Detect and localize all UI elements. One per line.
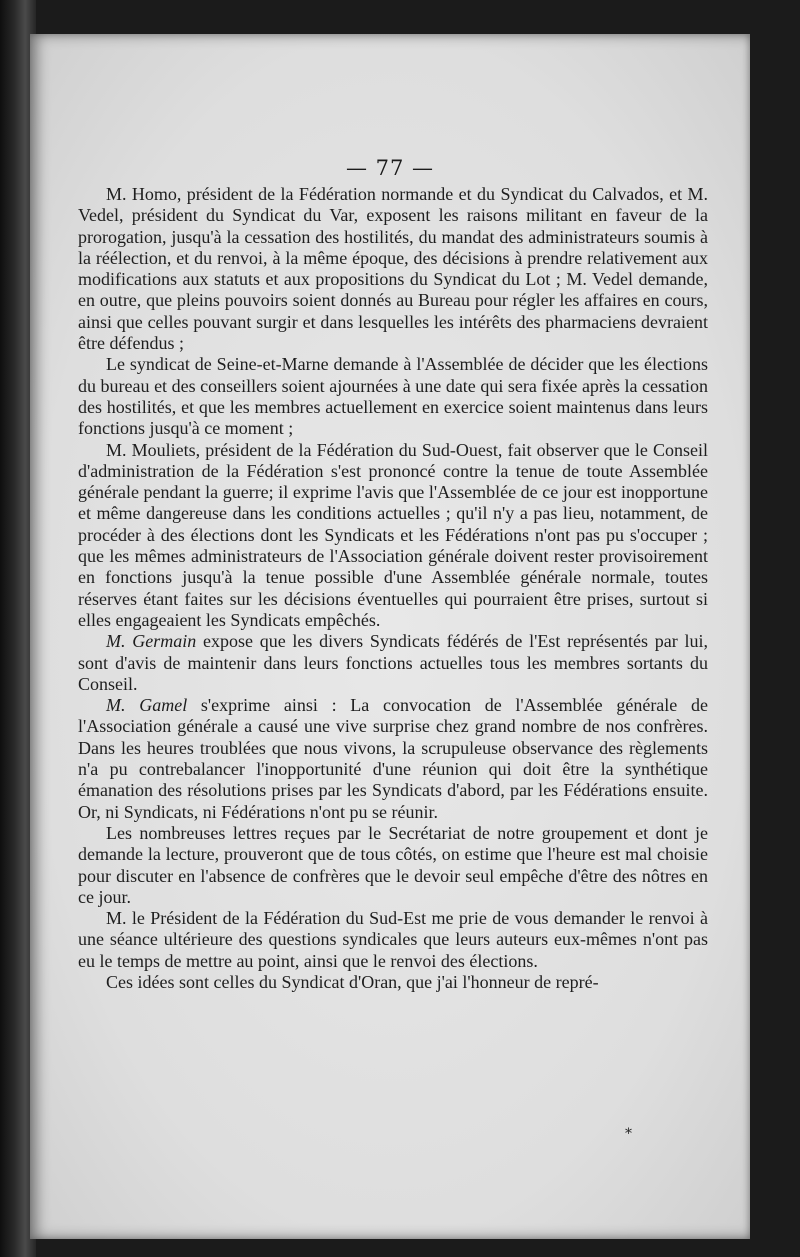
book-page	[30, 34, 750, 1239]
page-body-text	[78, 184, 708, 993]
footer-mark: *	[625, 1126, 632, 1142]
paragraph-sud-est: M. le Président de la Fédération du Sud-Est me prie de vous demander le renvoi à une séance ultérieure des questions syndicales que leurs auteurs eux-mêmes n'ont pas eu le temps de mettre au point, ainsi que le renvoi des élections.	[78, 908, 708, 971]
speaker-name: M. Gamel	[106, 695, 188, 716]
paragraph-mouliets: M. Mouliets, président de la Fédération du Sud-Ouest, fait observer que le Conseil d'administration de la Fédération s'est prononcé contre la tenue de toute Assemblée générale pendant la guerre; il exprime l'avis que l'Assemblée de ce jour est inopportune et même dangereuse dans les conditions actuelles ; qu'il n'y a pas lieu, notamment, de procéder à des élections dont les Syndicats et les Fédérations n'ont pas pu s'occuper ; que les mêmes administrateurs de l'Association générale doivent rester provisoirement en fonctions jusqu'à la tenue possible d'une Assemblée générale normale, toutes réserves étant faites sur les décisions éventuelles qui pourraient être prises, surtout si elles engageaient les Syndicats empêchés.	[78, 439, 708, 630]
paragraph-lettres: Les nombreuses lettres reçues par le Secrétariat de notre groupement et dont je demande la lecture, prouveront que de tous côtés, on estime que l'heure est mal choisie pour discuter en l'absence de confrères que le devoir seul empêche d'être des nôtres en ce jour.	[78, 822, 708, 907]
page-number: — 77 —	[345, 156, 435, 180]
paragraph-germain: M. Germain expose que les divers Syndicats fédérés de l'Est représentés par lui, sont d'avis de maintenir dans leurs fonctions actuelles tous les membres sortants du Conseil.	[78, 631, 708, 694]
paragraph-gamel: M. Gamel s'exprime ainsi : La convocation de l'Assemblée générale de l'Association générale a causé une vive surprise chez grand nombre de nos confrères. Dans les heures troublées que nous vivons, la scrupuleuse observance des règlements n'a pu contrebalancer l'inopportunité d'une réunion qui doit être la synthétique émanation des résolutions prises par les Syndicats d'abord, par les Fédérations ensuite. Or, ni Syndicats, ni Fédérations n'ont pu se réunir.	[78, 695, 708, 822]
paragraph-seine-et-marne: Le syndicat de Seine-et-Marne demande à l'Assemblée de décider que les élections du bureau et des conseillers soient ajournées à une date qui sera fixée après la cessation des hostilités, et que les membres actuellement en exercice soient maintenus dans leurs fonctions jusqu'à ce moment ;	[78, 354, 708, 439]
paragraph-oran: Ces idées sont celles du Syndicat d'Oran, que j'ai l'honneur de repré-	[106, 971, 599, 992]
paragraph-homo-vedel: M. Homo, président de la Fédération normande et du Syndicat du Calvados, et M. Vedel, président du Syndicat du Var, exposent les raisons militant en faveur de la prorogation, jusqu'à la cessation des hostilités, du mandat des administrateurs soumis à la réélection, et du renvoi, à la même époque, des décisions à prendre relativement aux modifications aux statuts et aux propositions du Syndicat du Lot ; M. Vedel demande, en outre, que pleins pouvoirs soient donnés au Bureau pour régler les affaires en cours, ainsi que celles pouvant surgir et dans lesquelles les intérêts des pharmaciens devraient être défendus ;	[78, 184, 708, 354]
speaker-name: M. Germain	[106, 631, 197, 652]
